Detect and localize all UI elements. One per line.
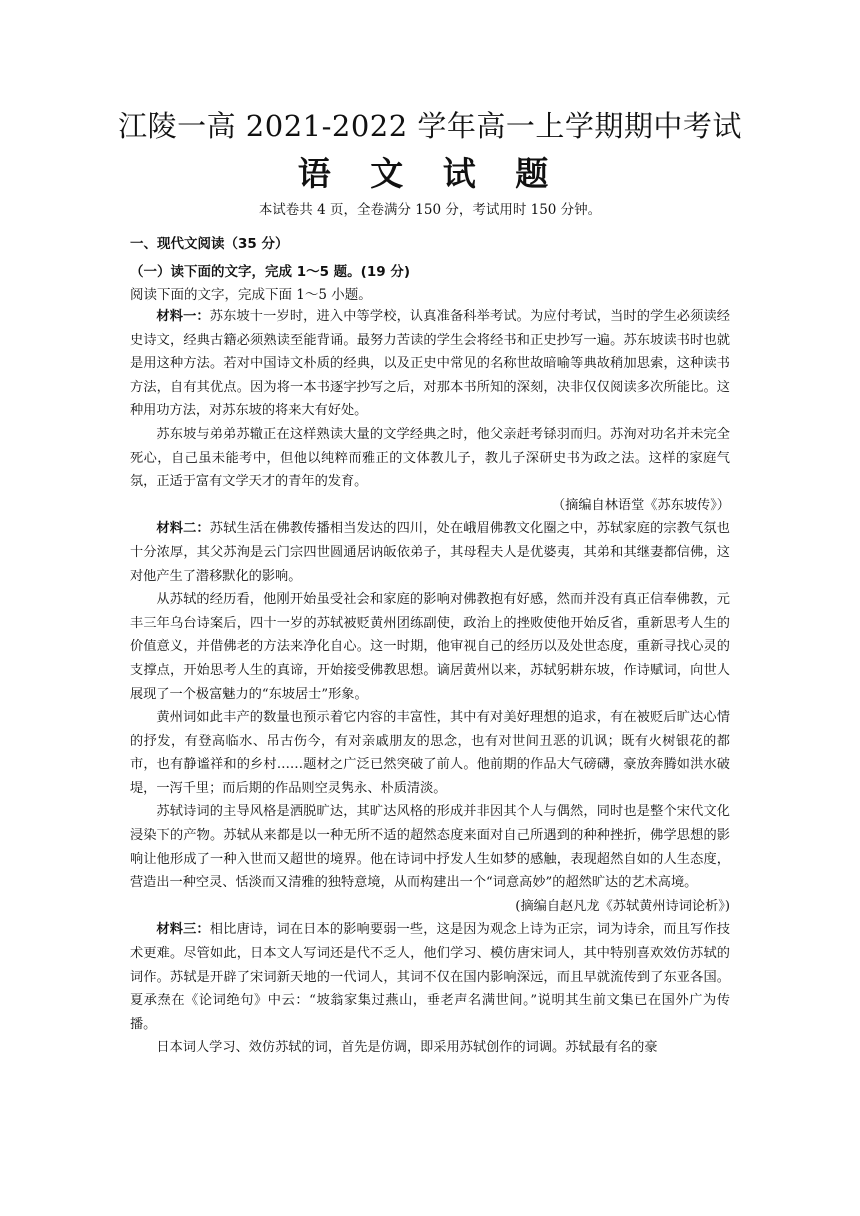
section-heading: 一、现代文阅读（35 分）	[130, 236, 289, 252]
material2-paragraph-1: 材料二：苏轼生活在佛教传播相当发达的四川，处在峨眉佛教文化圈之中，苏轼家庭的宗教气氛也十分浓厚，其父苏洵是云门宗四世圆通居讷皈依弟子，其母程夫人是优婆夷，其弟和其继妻都信佛，这对他产生了潜移默化的影响。	[130, 521, 730, 584]
reading-passage	[130, 305, 730, 1060]
material1-source: （摘编自林语堂《苏东坡传》）	[551, 497, 730, 513]
material2-paragraph-4: 苏轼诗词的主导风格是洒脱旷达，其旷达风格的形成并非因其个人与偶然，同时也是整个宋代文化浸染下的产物。苏轼从来都是以一种无所不适的超然态度来面对自己所遇到的种种挫折，佛学思想的影响让他形成了一种入世而又超世的境界。他在诗词中抒发人生如梦的感触，表现超然自如的人生态度，营造出一种空灵、恬淡而又清雅的独特意境，从而构建出一个“词意高妙”的超然旷达的艺术高境。	[130, 804, 730, 891]
material1-paragraph-2: 苏东坡与弟弟苏辙正在这样熟读大量的文学经典之时，他父亲赶考铩羽而归。苏洵对功名并未完全死心，自己虽未能考中，但他以纯粹而雅正的文体教儿子，教儿子深研史书为政之法。这样的家庭气氛，正适于富有文学天才的青年的发育。	[130, 426, 730, 490]
material3-paragraph-2: 日本词人学习、效仿苏轼的词，首先是仿调，即采用苏轼创作的词调。苏轼最有名的豪	[156, 1040, 658, 1056]
material2-paragraph-2: 从苏轼的经历看，他刚开始虽受社会和家庭的影响对佛教抱有好感，然而并没有真正信奉佛教，元丰三年乌台诗案后，四十一岁的苏轼被贬黄州团练副使，政治上的挫败使他开始反省，重新思考人生的价值意义，并借佛老的方法来净化自心。这一时期，他审视自己的经历以及处世态度，重新寻找心灵的支撑点，开始思考人生的真谛，开始接受佛教思想。谪居黄州以来，苏轼躬耕东坡，作诗赋词，向世人展现了一个极富魅力的“东坡居士”形象。	[130, 592, 730, 702]
subject-title: 语 文 试 题	[297, 154, 563, 193]
material3-paragraph-1: 材料三：相比唐诗，词在日本的影响要弱一些，这是因为观念上诗为正宗，词为诗余，而且写作技术更难。尽管如此，日本文人写词还是代不乏人，他们学习、模仿唐宋词人，其中特别喜欢效仿苏轼的词作。苏轼是开辟了宋词新天地的一代词人，其词不仅在国内影响深远，而且早就流传到了东亚各国。夏承焘在《论词绝句》中云：“坡翁家集过燕山，垂老声名满世间。”说明其生前文集已在国外广为传播。	[130, 922, 730, 1032]
sub-section-heading: （一）读下面的文字，完成 1～5 题。(19 分)	[130, 264, 411, 280]
material3-label: 材料三：	[156, 922, 210, 938]
material2-label: 材料二：	[156, 521, 210, 537]
exam-intro: 本试卷共 4 页，全卷满分 150 分，考试用时 150 分钟。	[258, 202, 602, 218]
material2-paragraph-3: 黄州词如此丰产的数量也预示着它内容的丰富性，其中有对美好理想的追求，有在被贬后旷达心情的抒发，有登高临水、吊古伤今，有对亲戚朋友的思念，也有对世间丑恶的讥讽；既有火树银花的都市，也有静谧祥和的乡村……题材之广泛已然突破了前人。他前期的作品大气磅礴，豪放奔腾如洪水破堤，一泻千里；而后期的作品则空灵隽永、朴质清淡。	[130, 710, 730, 796]
reading-instruction: 阅读下面的文字，完成下面 1～5 小题。	[130, 287, 372, 303]
exam-title: 江陵一高 2021-2022 学年高一上学期期中考试	[118, 109, 742, 143]
material1-label: 材料一：	[156, 309, 210, 324]
material2-source: (摘编自赵凡龙《苏轼黄州诗词论析》)	[515, 898, 730, 914]
material1-paragraph-1: 材料一：苏东坡十一岁时，进入中等学校，认真准备科举考试。为应付考试，当时的学生必须读经史诗文，经典古籍必须熟读至能背诵。最努力苦读的学生会将经书和正史抄写一遍。苏东坡读书时也就是用这种方法。若对中国诗文朴质的经典，以及正史中常见的名称世故暗喻等典故稍加思索，这种读书方法，自有其优点。因为将一本书逐字抄写之后，对那本书所知的深刻，决非仅仅阅读多次所能比。这种用功方法，对苏东坡的将来大有好处。	[130, 309, 730, 419]
